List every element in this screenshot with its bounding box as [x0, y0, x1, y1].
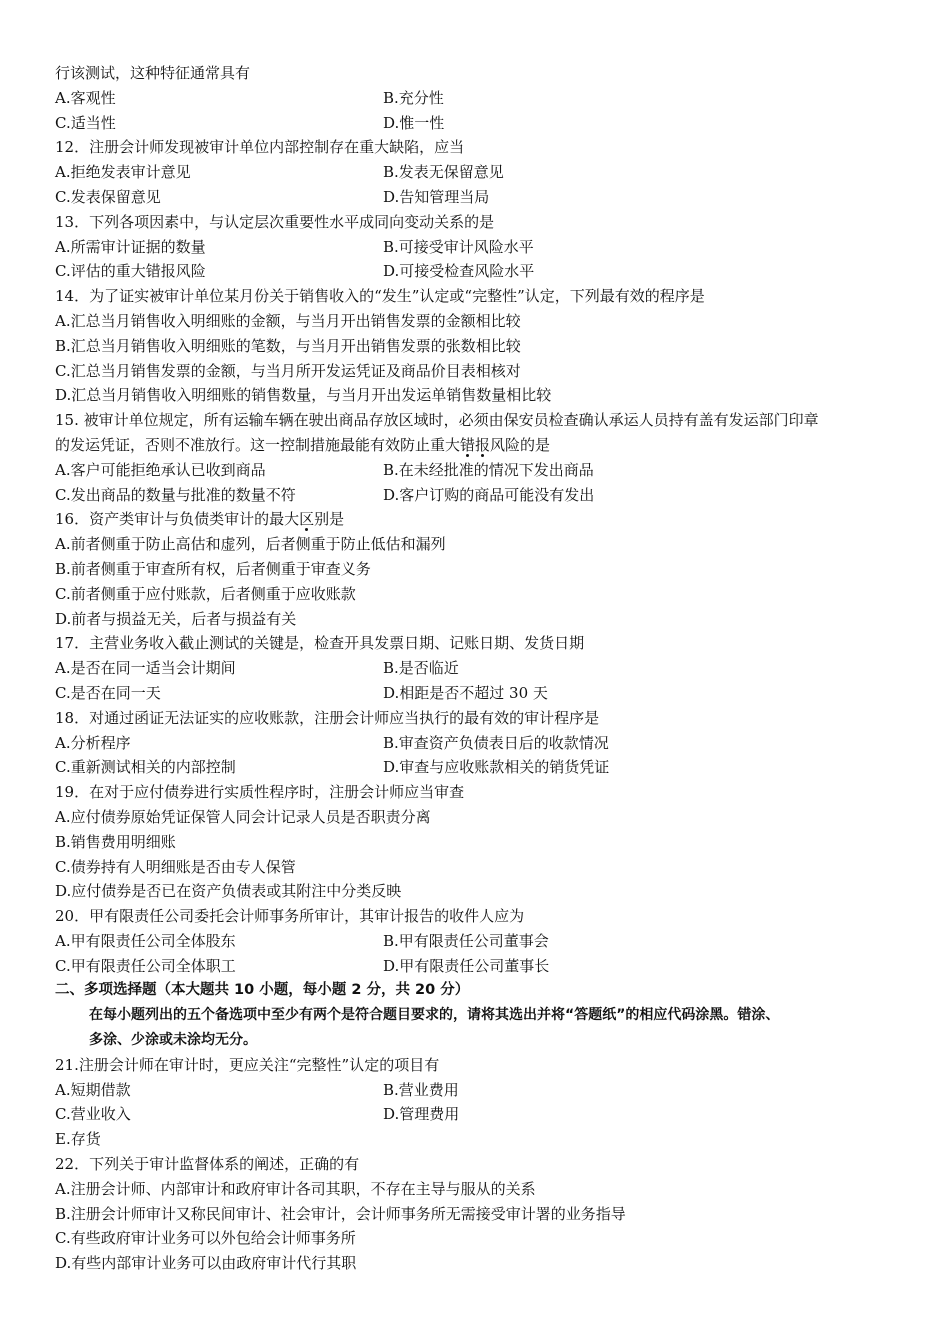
option-d: D.可接受检查风险水平 [383, 262, 535, 281]
stem-text: 风险的是 [490, 435, 551, 454]
option-a: A.短期借款 [55, 1080, 131, 1099]
option-row [55, 458, 915, 483]
option-row [55, 483, 915, 508]
question-stem-continued [55, 433, 915, 458]
option-c: C.甲有限责任公司全体职工 [55, 956, 236, 975]
option-c: C.重新测试相关的内部控制 [55, 758, 236, 777]
emphasis-dot [305, 528, 308, 531]
option-b: B.可接受审计风险水平 [383, 237, 534, 256]
option-row [55, 1102, 915, 1127]
option-row [55, 185, 915, 210]
option-a: A.分析程序 [55, 733, 131, 752]
option-row [55, 656, 915, 681]
exam-page [55, 61, 915, 1276]
question-stem: 14．为了证实被审计单位某月份关于销售收入的“发生”认定或“完整性”认定，下列最有效的程序是 [55, 287, 705, 306]
question-stem: 12．注册会计师发现被审计单位内部控制存在重大缺陷，应当 [55, 138, 465, 157]
question-stem: 13．下列各项因素中，与认定层次重要性水平成同向变动关系的是 [55, 212, 495, 231]
option-d: D.相距是否不超过 30 天 [383, 683, 548, 702]
option-b: B.审查资产负债表日后的收款情况 [383, 733, 609, 752]
option-c: C.发表保留意见 [55, 187, 161, 206]
question-stem: 20．甲有限责任公司委托会计师事务所审计，其审计报告的收件人应为 [55, 907, 525, 926]
option-b: B.销售费用明细账 [55, 832, 176, 851]
option-b: B.是否临近 [383, 659, 459, 678]
option-row [55, 755, 915, 780]
option-a: A.应付债券原始凭证保管人同会计记录人员是否职责分离 [55, 807, 431, 826]
option-c: C.营业收入 [55, 1105, 131, 1124]
option-b: B.在未经批准的情况下发出商品 [383, 460, 594, 479]
emphasis-dot [481, 454, 484, 457]
question-stem: 行该测试，这种特征通常具有 [55, 64, 251, 82]
option-d: D.汇总当月销售收入明细账的销售数量，与当月开出发运单销售数量相比较 [55, 386, 552, 405]
option-row [55, 86, 915, 111]
option-row [55, 731, 915, 756]
option-c: C.汇总当月销售发票的金额，与当月所开发运凭证及商品价目表相核对 [55, 361, 521, 380]
option-c: C.适当性 [55, 113, 116, 132]
option-d: D.甲有限责任公司董事长 [383, 956, 550, 975]
option-a: A.前者侧重于防止高估和虚列，后者侧重于防止低估和漏列 [55, 535, 446, 554]
question-stem: 17．主营业务收入截止测试的关键是，检查开具发票日期、记账日期、发货日期 [55, 634, 585, 653]
option-a: A.客户可能拒绝承认已收到商品 [55, 460, 266, 479]
option-row [55, 235, 915, 260]
option-row [55, 160, 915, 185]
question-stem: 21.注册会计师在审计时，更应关注“完整性”认定的项目有 [55, 1055, 440, 1074]
option-d: D.管理费用 [383, 1105, 460, 1124]
option-b: B.注册会计师审计又称民间审计、社会审计，会计师事务所无需接受审计署的业务指导 [55, 1204, 626, 1223]
option-a: A.甲有限责任公司全体股东 [55, 931, 236, 950]
option-a: A.拒绝发表审计意见 [55, 163, 191, 182]
option-row [55, 259, 915, 284]
option-d: D.前者与损益无关，后者与损益有关 [55, 609, 297, 628]
stem-text: 16．资产类审计与负债类审计的最大 [55, 510, 300, 529]
option-row [55, 954, 915, 979]
option-b: B.汇总当月销售收入明细账的笔数，与当月开出销售发票的张数相比较 [55, 336, 521, 355]
emphasis-word: 错报 [460, 435, 491, 454]
question-stem: 18．对通过函证无法证实的应收账款，注册会计师应当执行的最有效的审计程序是 [55, 708, 600, 727]
option-a: A.汇总当月销售收入明细账的金额，与当月开出销售发票的金额相比较 [55, 311, 521, 330]
section-title: 二、多项选择题（本大题共 10 小题，每小题 2 分，共 20 分） [55, 982, 470, 999]
option-b: B.甲有限责任公司董事会 [383, 931, 549, 950]
option-c: C.评估的重大错报风险 [55, 262, 206, 281]
stem-text: 的发运凭证，否则不准放行。这一控制措施最能有效防止重大 [55, 435, 461, 454]
question-stem: 19．在对于应付债券进行实质性程序时，注册会计师应当审查 [55, 783, 465, 802]
option-row [55, 111, 915, 136]
option-c: C.发出商品的数量与批准的数量不符 [55, 485, 296, 504]
question-stem: 15. 被审计单位规定，所有运输车辆在驶出商品存放区域时，必须由保安员检查确认承运人员持有盖有发运部门印章 [55, 411, 819, 430]
option-a: A.客观性 [55, 88, 116, 107]
option-d: D.审查与应收账款相关的销货凭证 [383, 758, 610, 777]
option-row [55, 929, 915, 954]
option-row [55, 1078, 915, 1103]
emphasis-dot [466, 454, 469, 457]
option-b: B.发表无保留意见 [383, 163, 504, 182]
emphasis-word: 区 [299, 510, 315, 529]
option-b: B.营业费用 [383, 1080, 459, 1099]
option-d: D.惟一性 [383, 113, 445, 132]
section-instructions-continued: 多涂、少涂或未涂均无分。 [89, 1032, 257, 1049]
option-a: A.是否在同一适当会计期间 [55, 659, 236, 678]
option-d: D.有些内部审计业务可以由政府审计代行其职 [55, 1254, 357, 1273]
stem-text: 别是 [314, 510, 345, 529]
option-d: D.客户订购的商品可能没有发出 [383, 485, 595, 504]
emphasized-text [299, 510, 314, 528]
option-d: D.应付债券是否已在资产负债表或其附注中分类反映 [55, 882, 402, 901]
option-d: D.告知管理当局 [383, 187, 490, 206]
option-b: B.充分性 [383, 88, 444, 107]
option-e: E.存货 [55, 1130, 101, 1149]
option-c: C.债券持有人明细账是否由专人保管 [55, 857, 296, 876]
option-row [55, 681, 915, 706]
question-stem [55, 507, 915, 532]
option-c: C.前者侧重于应付账款，后者侧重于应收账款 [55, 584, 356, 603]
emphasized-text [460, 436, 490, 454]
question-stem: 22．下列关于审计监督体系的阐述，正确的有 [55, 1155, 360, 1174]
option-b: B.前者侧重于审查所有权，后者侧重于审查义务 [55, 559, 371, 578]
option-c: C.是否在同一天 [55, 683, 161, 702]
option-a: A.注册会计师、内部审计和政府审计各司其职，不存在主导与服从的关系 [55, 1179, 536, 1198]
option-c: C.有些政府审计业务可以外包给会计师事务所 [55, 1229, 356, 1248]
section-instructions: 在每小题列出的五个备选项中至少有两个是符合题目要求的，请将其选出并将“答题纸”的相应代码涂黑。错涂、 [89, 1007, 780, 1024]
option-a: A.所需审计证据的数量 [55, 237, 206, 256]
